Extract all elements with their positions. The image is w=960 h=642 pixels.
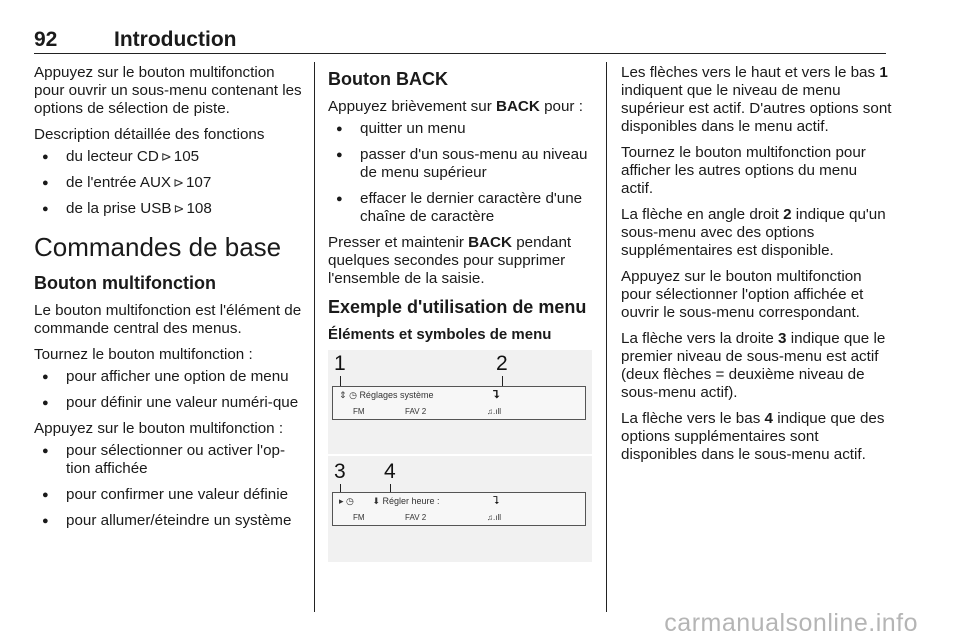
signal-icon: ♫.ıll <box>487 513 501 522</box>
list-item: ● passer d'un sous-menu au niveau de menu supérieur <box>328 146 598 182</box>
section-heading: Commandes de base <box>34 232 282 262</box>
callout-2: 2 <box>496 352 508 375</box>
list-item: ● de l'entrée AUX⊳ 107 <box>34 174 306 192</box>
favourite-label: FAV 2 <box>405 407 427 416</box>
minor-heading: Éléments et symboles de menu <box>328 326 552 343</box>
function-list <box>34 148 306 218</box>
clock-icon: ◷ <box>346 496 354 506</box>
paragraph: Description détaillée des fonctions <box>34 126 265 143</box>
running-title: Introduction <box>114 28 237 51</box>
back-list <box>328 120 598 226</box>
paragraph: La flèche vers la droite 3 indique que le premier niveau de sous-menu est actif (deux flèches = deuxième niveau de sous-menu actif). <box>621 330 886 401</box>
page-header <box>34 28 886 54</box>
paragraph: Appuyez sur le bouton multifonction pour sélectionner l'option affichée et ouvrir le sous-menu correspondant. <box>621 268 864 321</box>
list-item: ● effacer le dernier caractère d'une chaîne de caractère <box>328 190 598 226</box>
column-1 <box>34 64 306 538</box>
watermark: carmanualsonline.info <box>664 609 918 637</box>
page-ref[interactable]: 107 <box>185 174 212 191</box>
display-screen-1 <box>332 386 586 420</box>
list-item: ● pour sélectionner ou activer l'op-tion affichée <box>34 442 306 478</box>
column-3 <box>621 64 893 472</box>
page-ref-icon[interactable] <box>161 148 172 166</box>
paragraph: Appuyez sur le bouton multifonction pour ouvrir un sous-menu contenant les options de sélection de piste. <box>34 64 302 117</box>
list-item: ● pour afficher une option de menu <box>34 368 306 386</box>
band-label: FM <box>353 407 365 416</box>
page-ref-icon[interactable] <box>174 200 185 218</box>
callout-4: 4 <box>384 460 396 483</box>
callout-3: 3 <box>334 460 346 483</box>
down-arrow-icon: ⬇ <box>372 496 380 506</box>
corner-arrow-icon: ⮧ <box>493 495 500 507</box>
list-item: ● pour confirmer une valeur définie <box>34 486 306 504</box>
band-label: FM <box>353 513 365 522</box>
rotate-list <box>34 368 306 412</box>
list-item: ● pour allumer/éteindre un système <box>34 512 306 530</box>
page-number: 92 <box>34 28 58 51</box>
paragraph: Les flèches vers le haut et vers le bas 1 indiquent que le niveau de menu supérieur est actif. D'autres options sont disponibles dans le menu actif. <box>621 64 892 135</box>
display-screen-2 <box>332 492 586 526</box>
list-item: ● quitter un menu <box>328 120 598 138</box>
paragraph: Tournez le bouton multifonction : <box>34 346 253 363</box>
subsection-heading: Exemple d'utilisation de menu <box>328 297 587 317</box>
paragraph: Appuyez sur le bouton multifonction : <box>34 420 284 437</box>
subsection-heading: Bouton BACK <box>328 69 448 89</box>
right-arrow-icon: ▸ <box>339 496 344 506</box>
paragraph: La flèche vers le bas 4 indique que des options supplémentaires sont disponibles dans le sous-menu actif. <box>621 410 885 463</box>
press-list <box>34 442 306 530</box>
column-2 <box>328 64 598 354</box>
page-ref[interactable]: 108 <box>186 200 212 217</box>
screen-title: Régler heure : <box>382 496 440 506</box>
list-item: ● pour définir une valeur numéri-que <box>34 394 306 412</box>
list-item: ● de la prise USB⊳ 108 <box>34 200 306 218</box>
paragraph: Appuyez brièvement sur BACK pour : <box>328 98 583 115</box>
paragraph: Presser et maintenir BACK pendant quelques secondes pour supprimer l'ensemble de la saisie. <box>328 234 572 287</box>
paragraph: Le bouton multifonction est l'élément de commande central des menus. <box>34 302 302 337</box>
screen-title: Réglages système <box>359 390 434 400</box>
favourite-label: FAV 2 <box>405 513 427 522</box>
paragraph: Tournez le bouton multifonction pour afficher les autres options du menu actif. <box>621 144 866 197</box>
subsection-heading: Bouton multifonction <box>34 273 216 293</box>
list-item: ● du lecteur CD⊳ 105 <box>34 148 306 166</box>
column-divider <box>606 62 607 612</box>
clock-icon: ◷ <box>349 390 357 400</box>
signal-icon: ♫.ıll <box>487 407 501 416</box>
page-ref[interactable]: 105 <box>173 148 200 165</box>
page-ref-icon[interactable] <box>173 174 184 192</box>
up-down-arrow-icon: ⇕ <box>339 390 347 400</box>
menu-symbols-figure <box>328 350 592 562</box>
callout-1: 1 <box>334 352 346 375</box>
column-divider <box>314 62 315 612</box>
paragraph: La flèche en angle droit 2 indique qu'un sous-menu avec des options supplémentaires est disponible. <box>621 206 886 259</box>
corner-arrow-icon: ⮧ <box>493 389 500 401</box>
